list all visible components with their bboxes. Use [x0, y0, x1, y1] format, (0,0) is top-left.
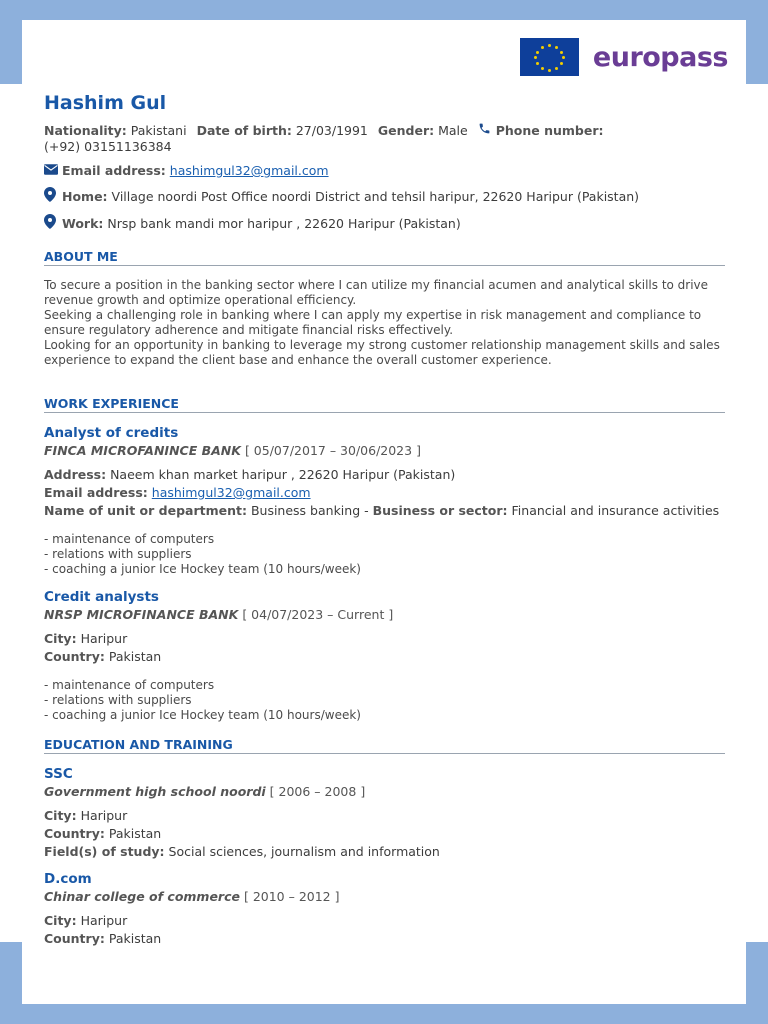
- education-dates: [ 2010 – 2012 ]: [243, 889, 340, 904]
- job-duties: [44, 678, 725, 723]
- institution-name: Chinar college of commerce: [44, 889, 240, 904]
- job-employer-line: [44, 443, 725, 458]
- work-address-row: [44, 214, 725, 233]
- list-item: - coaching a junior Ice Hockey team (10 hours/week): [44, 708, 361, 722]
- education-entry: [44, 766, 725, 861]
- list-item: - relations with suppliers: [44, 547, 192, 561]
- education-city: City: Haripur: [44, 913, 128, 928]
- education-institution-line: [44, 889, 725, 904]
- cv-content: [44, 92, 725, 948]
- home-label: Home:: [62, 188, 108, 204]
- job-entry: [44, 589, 725, 723]
- frame-top-band: [0, 0, 768, 20]
- education-entry: [44, 871, 725, 948]
- location-pin-icon: [44, 214, 58, 233]
- job-address: Address: Naeem khan market haripur , 22620 Haripur (Pakistan): [44, 467, 456, 482]
- job-unit-sector: Name of unit or department: Business banking - Business or sector: Financial and insurance activities: [44, 503, 720, 518]
- nationality-value: Pakistani: [130, 122, 187, 138]
- work-label: Work:: [62, 215, 104, 231]
- work-value: Nrsp bank mandi mor haripur , 22620 Haripur (Pakistan): [107, 215, 461, 231]
- frame-bottom-right: [746, 942, 768, 1024]
- europass-logo: [520, 38, 728, 76]
- dob-label: Date of birth:: [196, 122, 292, 138]
- about-paragraph-3: Looking for an opportunity in banking to leverage my strong customer relationship management skills and sales experience to expand the client base and enhance the overall customer experience.: [44, 338, 720, 367]
- frame-bottom-band: [0, 1004, 768, 1024]
- list-item: - maintenance of computers: [44, 532, 215, 546]
- email-row: [44, 163, 725, 179]
- nationality-label: Nationality:: [44, 122, 127, 138]
- education-title: D.com: [44, 871, 92, 887]
- education-country: Country: Pakistan: [44, 826, 162, 841]
- about-paragraph-1: To secure a position in the banking sector where I can utilize my financial acumen and analytical skills to drive revenue growth and optimize operational efficiency.: [44, 278, 709, 307]
- home-row: [44, 187, 725, 206]
- job-email: Email address: hashimgul32@gmail.com: [44, 485, 311, 500]
- education-city: City: Haripur: [44, 808, 128, 823]
- europass-wordmark: europass: [592, 41, 728, 73]
- employer-name: NRSP MICROFINANCE BANK: [44, 607, 239, 622]
- education-field: Field(s) of study: Social sciences, journalism and information: [44, 844, 440, 859]
- location-pin-icon: [44, 187, 58, 206]
- personal-info-row: [44, 122, 725, 155]
- phone-icon: [478, 122, 492, 139]
- phone-label: Phone number:: [495, 122, 604, 138]
- education-country: Country: Pakistan: [44, 931, 162, 946]
- employer-name: FINCA MICROFANINCE BANK: [44, 443, 241, 458]
- about-paragraph-2: Seeking a challenging role in banking where I can apply my expertise in risk management and compliance to ensure regulatory adherence and mitigate financial risks effectively.: [44, 308, 702, 337]
- work-heading: WORK EXPERIENCE: [44, 396, 725, 413]
- email-link[interactable]: hashimgul32@gmail.com: [169, 163, 329, 178]
- job-title: Analyst of credits: [44, 425, 179, 441]
- job-duties: [44, 532, 725, 577]
- job-email-link[interactable]: hashimgul32@gmail.com: [151, 485, 311, 500]
- job-dates: [ 04/07/2023 – Current ]: [242, 607, 394, 622]
- envelope-icon: [44, 163, 58, 179]
- education-institution-line: [44, 784, 725, 799]
- list-item: - relations with suppliers: [44, 693, 192, 707]
- home-value: Village noordi Post Office noordi District and tehsil haripur, 22620 Haripur (Pakistan): [111, 188, 640, 204]
- institution-name: Government high school noordi: [44, 784, 266, 799]
- list-item: - coaching a junior Ice Hockey team (10 hours/week): [44, 562, 361, 576]
- education-title: SSC: [44, 766, 73, 782]
- dob-value: 27/03/1991: [295, 122, 368, 138]
- eu-flag-icon: [520, 38, 579, 76]
- job-entry: [44, 425, 725, 577]
- job-city: City: Haripur: [44, 631, 128, 646]
- education-heading: EDUCATION AND TRAINING: [44, 737, 725, 754]
- about-heading: ABOUT ME: [44, 249, 725, 266]
- job-dates: [ 05/07/2017 – 30/06/2023 ]: [244, 443, 421, 458]
- job-country: Country: Pakistan: [44, 649, 162, 664]
- phone-value: (+92) 03151136384: [44, 139, 172, 154]
- job-title: Credit analysts: [44, 589, 159, 605]
- list-item: - maintenance of computers: [44, 678, 215, 692]
- cv-page: [22, 20, 746, 1004]
- gender-value: Male: [438, 122, 468, 138]
- education-dates: [ 2006 – 2008 ]: [269, 784, 366, 799]
- person-name: Hashim Gul: [44, 92, 167, 114]
- job-employer-line: [44, 607, 725, 622]
- email-label: Email address:: [62, 163, 166, 178]
- gender-label: Gender:: [377, 122, 435, 138]
- frame-top-right: [746, 0, 768, 84]
